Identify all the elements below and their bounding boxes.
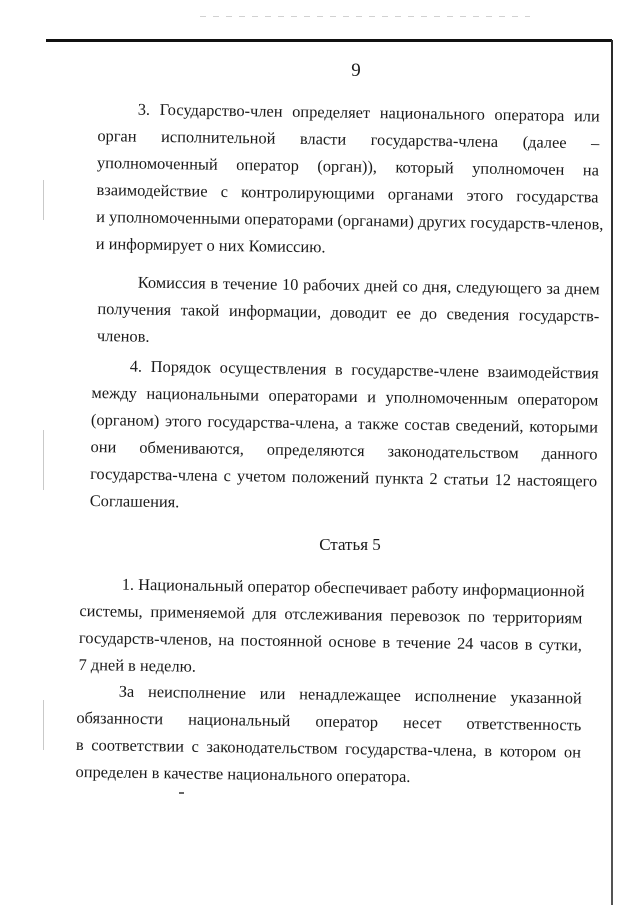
text-line: уполномоченный оператор (орган)), который уполномочен на — [96, 152, 600, 180]
text-line: 1. Национальный оператор обеспечивает работу информационной — [121, 574, 585, 601]
text-line: и уполномоченными операторами (органами) других государств-членов, — [96, 206, 604, 234]
scan-speck — [43, 180, 44, 220]
scan-speck — [43, 700, 44, 750]
text-line: получения такой информации, доводит ее до сведения государств- — [97, 298, 600, 326]
text-line: Комиссия в течение 10 рабочих дней со дня, следующего за днем — [137, 272, 600, 299]
text-line: 7 дней в неделю. — [78, 654, 197, 676]
text-line: взаимодействие с контролирующими органами этого государства — [96, 179, 599, 207]
paragraph-4 — [90, 352, 599, 522]
scan-mark — [179, 792, 184, 794]
text-line: 3. Государство-член определяет национального оператора или — [137, 99, 600, 126]
text-line: членов. — [96, 325, 150, 346]
page-right-border — [611, 40, 613, 905]
paragraph-article5-1 — [78, 570, 583, 685]
paragraph-commission — [97, 268, 600, 356]
scan-noise — [200, 16, 530, 17]
text-line: они обмениваются, определяются законодательством данного — [90, 436, 598, 464]
text-line: (органом) этого государства-члена, а также состав сведений, которыми — [90, 409, 599, 437]
paragraph-liability — [75, 677, 582, 792]
text-line: государств-членов, на постоянной основе в течение 24 часов в сутки, — [78, 627, 583, 655]
page-number: 9 — [351, 60, 361, 81]
text-line: Соглашения. — [89, 490, 180, 512]
text-line: определен в качестве национального оператора. — [75, 761, 411, 786]
text-line: между национальными операторами и уполномоченным оператором — [91, 382, 599, 410]
text-line: государства-члена с учетом положений пункта 2 статьи 12 настоящего — [90, 463, 598, 491]
page-top-border — [46, 39, 612, 42]
text-line: обязанности национальный оператор несет ответственность — [76, 707, 582, 735]
text-line: За неисполнение или ненадлежащее исполнение указанной — [118, 681, 582, 708]
text-line: 4. Порядок осуществления в государстве-члене взаимодействия — [129, 356, 599, 383]
scan-speck — [43, 430, 44, 490]
text-line: в соответствии с законодательством государства-члена, в котором он — [75, 734, 582, 762]
text-line: и информирует о них Комиссию. — [95, 233, 326, 257]
paragraph-3 — [95, 95, 604, 264]
text-line: системы, применяемой для отслеживания перевозок по территориям — [79, 600, 583, 628]
article-heading: Статья 5 — [319, 535, 381, 554]
text-line: орган исполнительной власти государства-члена (далее – — [97, 125, 600, 153]
